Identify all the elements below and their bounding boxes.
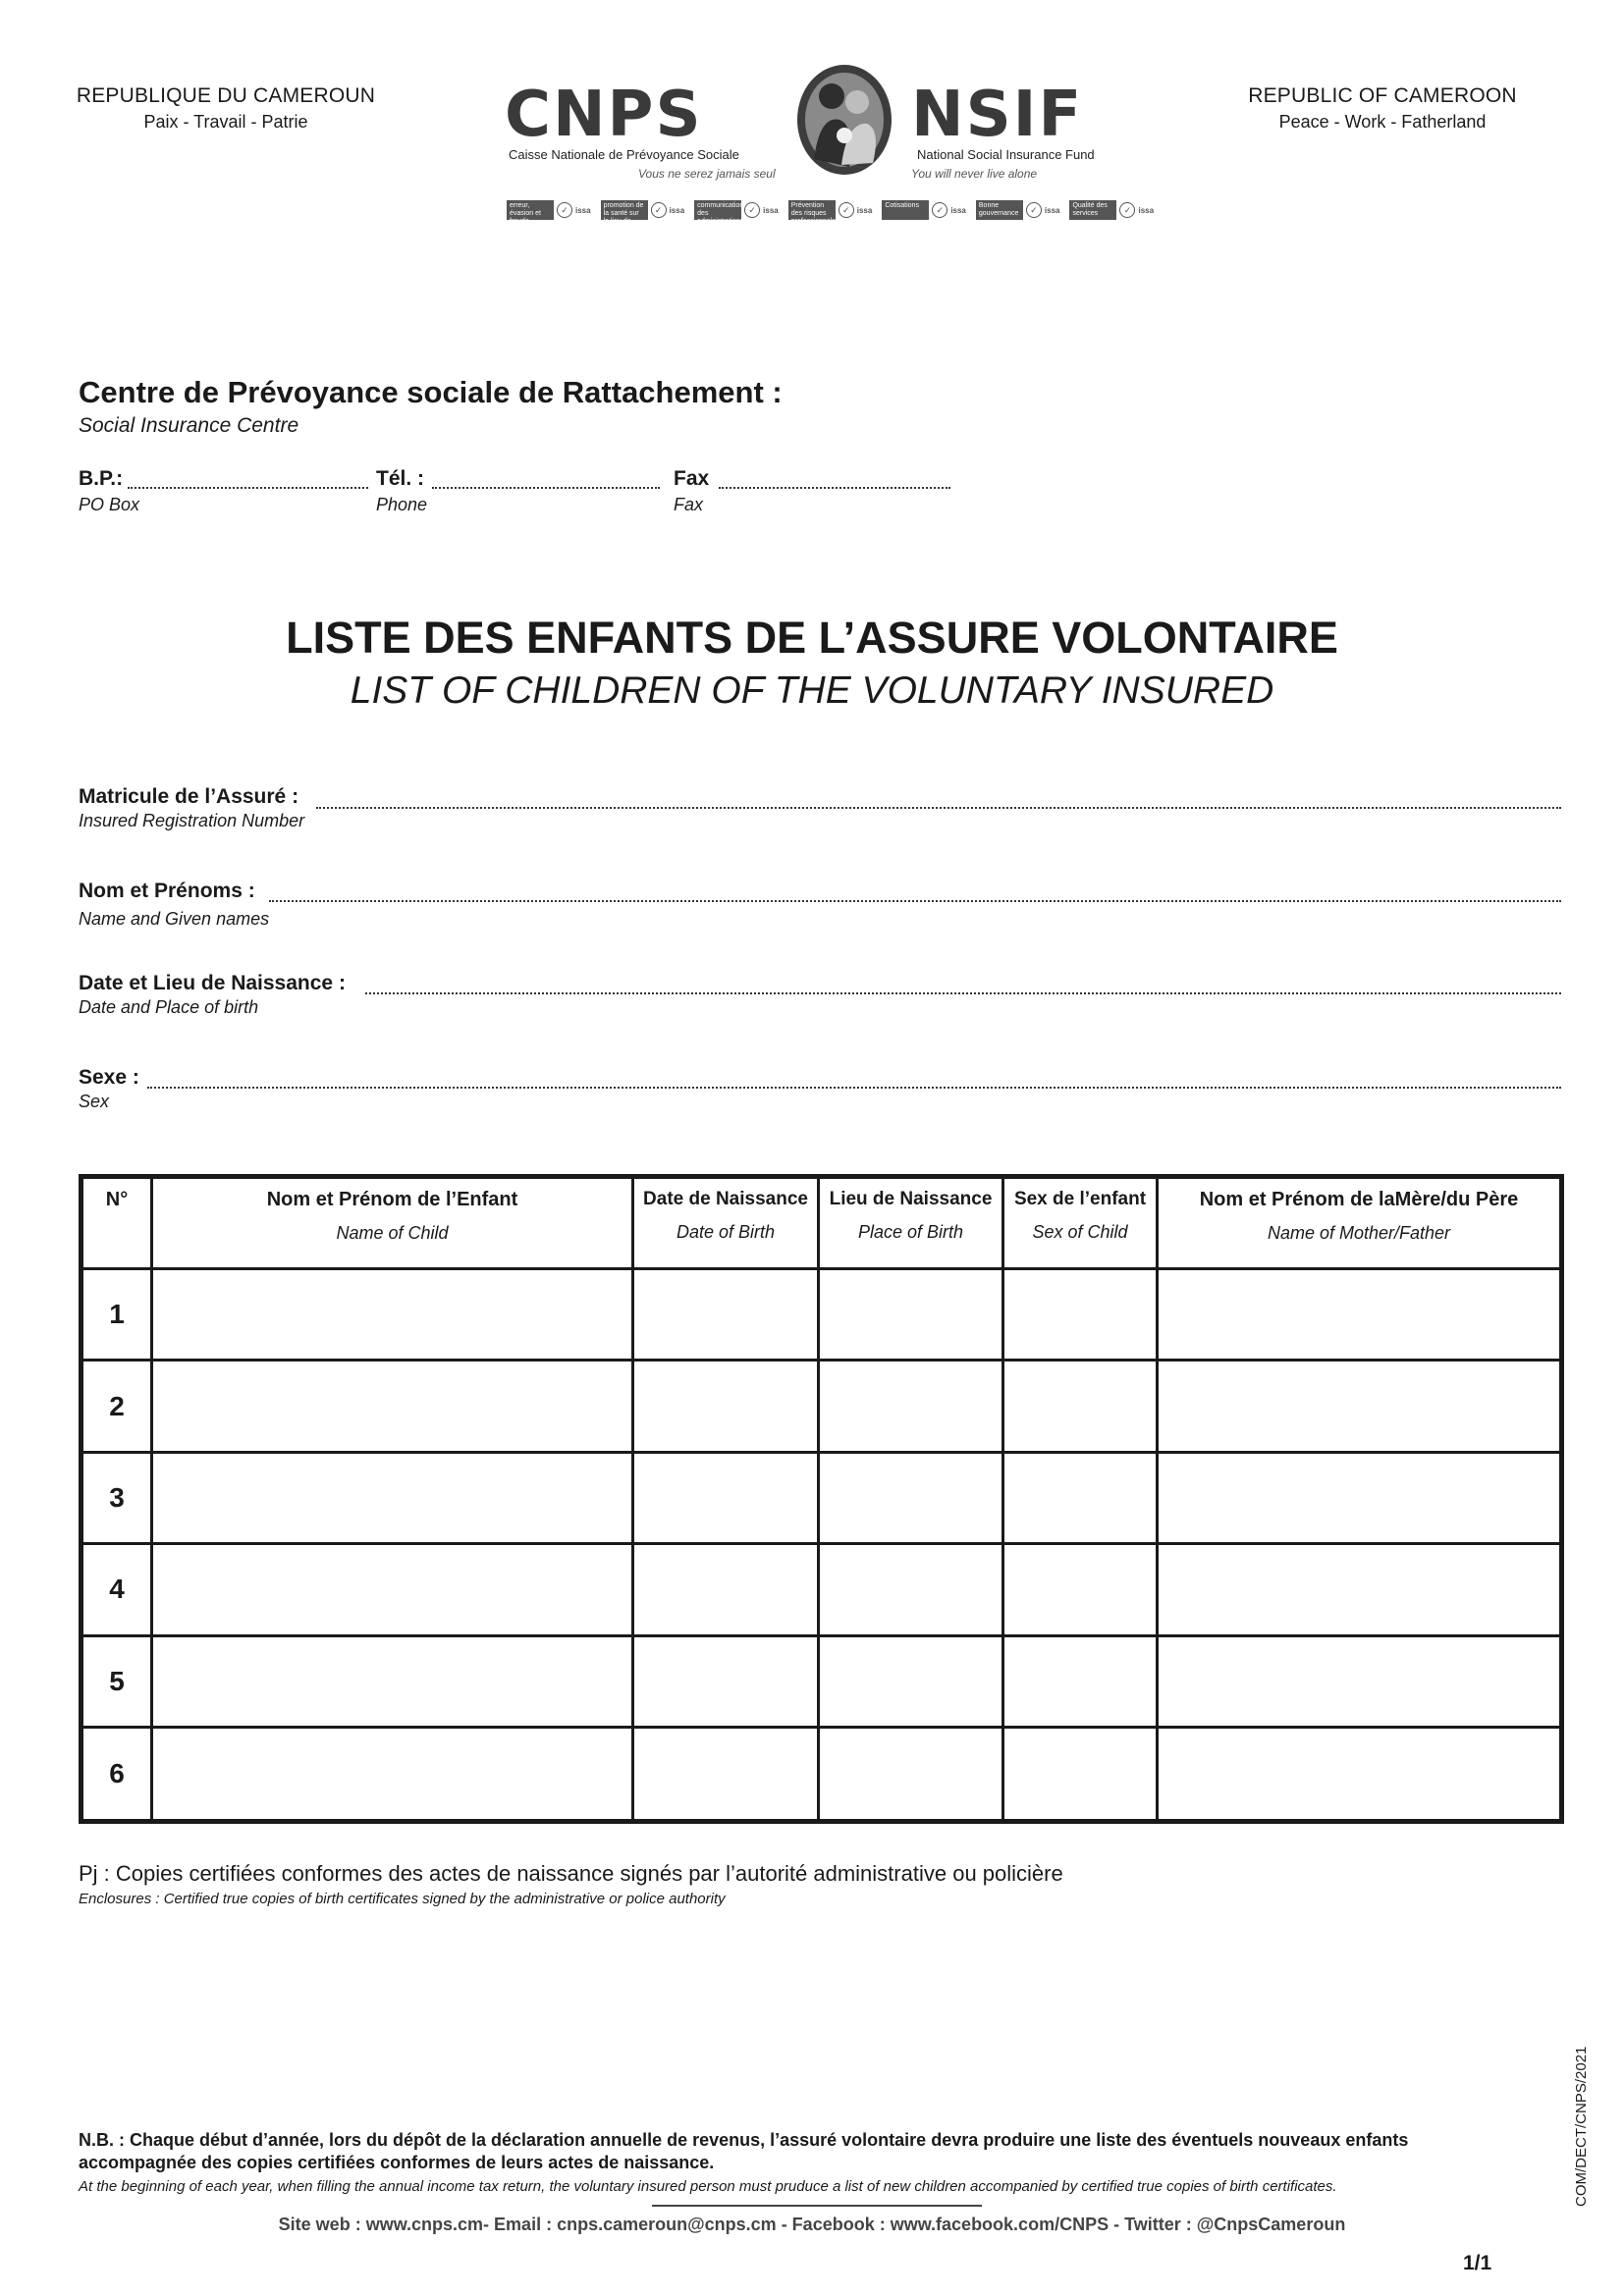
logo-sub-en: National Social Insurance Fund	[917, 147, 1095, 162]
logo-tag-fr: Vous ne serez jamais seul	[638, 167, 776, 181]
document-code: COM/DECT/CNPS/2021	[1573, 2046, 1590, 2207]
row-number: 2	[81, 1361, 152, 1452]
footer-contact-line: Site web : www.cnps.cm- Email : cnps.cameroun@cnps.cm - Facebook : www.facebook.com/CNPS - Twitter : @CnpsCameroun	[278, 2215, 1346, 2234]
birth-date-cell[interactable]	[633, 1544, 819, 1635]
birth-date-cell[interactable]	[633, 1269, 819, 1361]
nb-note-fr-line1: N.B. : Chaque début d’année, lors du dépôt de la déclaration annuelle de revenus, l’assuré volontaire devra produire une liste des éventuels nouveaux enfants	[79, 2130, 1409, 2150]
header-left	[59, 84, 393, 133]
table-header-row	[81, 1177, 1562, 1269]
page-number: 1/1	[1463, 2252, 1492, 2274]
motto-fr: Paix - Travail - Patrie	[143, 112, 308, 132]
row-number: 1	[81, 1269, 152, 1361]
table-row	[81, 1361, 1562, 1452]
child-sex-cell[interactable]	[1003, 1635, 1158, 1727]
phone-sublabel: Phone	[376, 495, 428, 514]
child-sex-cell[interactable]	[1003, 1452, 1158, 1543]
issa-badge: Qualité des services ✓ issa	[1069, 200, 1154, 220]
birth-date-cell[interactable]	[633, 1361, 819, 1452]
fax-sublabel: Fax	[674, 495, 704, 514]
enclosure-note-fr: Pj : Copies certifiées conformes des actes de naissance signés par l’autorité administrative ou policière	[79, 1861, 1063, 1886]
country-name-en: REPUBLIC OF CAMEROON	[1248, 84, 1517, 107]
table-row	[81, 1452, 1562, 1543]
check-icon: ✓	[1119, 202, 1135, 218]
child-sex-cell[interactable]	[1003, 1544, 1158, 1635]
phone-field[interactable]	[432, 487, 660, 489]
parent-name-cell[interactable]	[1158, 1635, 1562, 1727]
check-icon: ✓	[557, 202, 572, 218]
name-field[interactable]	[269, 900, 1561, 902]
issa-badge: Bonne gouvernance ✓ issa	[976, 200, 1060, 220]
table-row	[81, 1269, 1562, 1361]
child-sex-cell[interactable]	[1003, 1269, 1158, 1361]
row-number: 5	[81, 1635, 152, 1727]
enclosure-note-en: Enclosures : Certified true copies of birth certificates signed by the administrative or police authority	[79, 1891, 726, 1907]
centre-title: Centre de Prévoyance sociale de Rattachement :	[79, 375, 783, 409]
nb-note-fr-line2: accompagnée des copies certifiées conformes de leurs actes de naissance.	[79, 2153, 715, 2172]
child-name-cell[interactable]	[152, 1727, 633, 1821]
row-number: 3	[81, 1452, 152, 1543]
birth-date-cell[interactable]	[633, 1727, 819, 1821]
row-number: 6	[81, 1727, 152, 1821]
column-header-parent-name: Nom et Prénom de laMère/du Père Name of Mother/Father	[1158, 1177, 1562, 1269]
header-right	[1216, 84, 1549, 133]
birth-place-cell[interactable]	[819, 1544, 1003, 1635]
table-row	[81, 1544, 1562, 1635]
po-box-field[interactable]	[128, 487, 368, 489]
child-name-cell[interactable]	[152, 1452, 633, 1543]
po-box-label: B.P.:	[79, 467, 124, 490]
column-header-child-sex: Sex de l’enfant Sex of Child	[1003, 1177, 1158, 1269]
issa-badge: Cotisations ✓ issa	[882, 200, 966, 220]
check-icon: ✓	[932, 202, 947, 218]
page-title-fr: LISTE DES ENFANTS DE L’ASSURE VOLONTAIRE	[286, 613, 1338, 663]
child-name-cell[interactable]	[152, 1361, 633, 1452]
sex-label: Sexe :	[79, 1066, 139, 1089]
check-icon: ✓	[839, 202, 854, 218]
motto-en: Peace - Work - Fatherland	[1278, 112, 1487, 132]
birth-place-cell[interactable]	[819, 1361, 1003, 1452]
registration-number-field[interactable]	[316, 807, 1561, 809]
parent-name-cell[interactable]	[1158, 1727, 1562, 1821]
cnps-nsif-logo	[501, 61, 1139, 188]
name-label: Nom et Prénoms :	[79, 880, 255, 902]
registration-number-sublabel: Insured Registration Number	[79, 811, 305, 830]
issa-badge: Prévention des risques professionnels ✓ issa	[788, 200, 873, 220]
birth-place-cell[interactable]	[819, 1727, 1003, 1821]
row-number: 4	[81, 1544, 152, 1635]
table-row	[81, 1635, 1562, 1727]
name-sublabel: Name and Given names	[79, 909, 270, 929]
children-table	[79, 1174, 1564, 1824]
po-box-sublabel: PO Box	[79, 495, 140, 514]
phone-label: Tél. :	[376, 467, 425, 490]
parent-name-cell[interactable]	[1158, 1452, 1562, 1543]
footer-divider	[652, 2205, 982, 2207]
check-icon: ✓	[1026, 202, 1042, 218]
check-icon: ✓	[744, 202, 760, 218]
family-emblem-icon	[790, 61, 898, 179]
issa-certification-badges	[507, 200, 1155, 240]
child-name-cell[interactable]	[152, 1544, 633, 1635]
column-header-number: N°	[81, 1177, 152, 1269]
parent-name-cell[interactable]	[1158, 1361, 1562, 1452]
birth-date-place-field[interactable]	[365, 992, 1561, 994]
parent-name-cell[interactable]	[1158, 1544, 1562, 1635]
issa-badge: promotion de la santé sur le lieu de travail ✓ issa	[601, 200, 685, 220]
fax-label: Fax	[674, 467, 710, 490]
child-name-cell[interactable]	[152, 1635, 633, 1727]
issa-badge: communication des administrations de sécurité sociale ✓ issa	[694, 200, 779, 220]
logo-word-cnps: CNPS	[505, 79, 703, 151]
fax-field[interactable]	[719, 487, 950, 489]
logo-sub-fr: Caisse Nationale de Prévoyance Sociale	[509, 147, 739, 162]
child-name-cell[interactable]	[152, 1269, 633, 1361]
centre-subtitle: Social Insurance Centre	[79, 414, 299, 437]
page-title-en: LIST OF CHILDREN OF THE VOLUNTARY INSURED	[350, 669, 1274, 712]
birth-place-cell[interactable]	[819, 1269, 1003, 1361]
registration-number-label: Matricule de l’Assuré :	[79, 785, 299, 808]
logo-tag-en: You will never live alone	[911, 167, 1038, 181]
birth-date-place-label: Date et Lieu de Naissance :	[79, 972, 346, 994]
birth-date-place-sublabel: Date and Place of birth	[79, 997, 259, 1017]
birth-date-cell[interactable]	[633, 1452, 819, 1543]
column-header-child-name: Nom et Prénom de l’Enfant Name of Child	[152, 1177, 633, 1269]
logo-word-nsif: NSIF	[911, 79, 1084, 151]
birth-date-cell[interactable]	[633, 1635, 819, 1727]
column-header-birth-place: Lieu de Naissance Place of Birth	[819, 1177, 1003, 1269]
table-row	[81, 1727, 1562, 1821]
birth-place-cell[interactable]	[819, 1452, 1003, 1543]
parent-name-cell[interactable]	[1158, 1269, 1562, 1361]
sex-field[interactable]	[147, 1087, 1561, 1089]
child-sex-cell[interactable]	[1003, 1727, 1158, 1821]
birth-place-cell[interactable]	[819, 1635, 1003, 1727]
nb-note-en: At the beginning of each year, when filling the annual income tax return, the voluntary insured person must pruduce a list of new children accompanied by certified true copies of birth certificates.	[79, 2178, 1337, 2195]
country-name-fr: REPUBLIQUE DU CAMEROUN	[76, 84, 376, 107]
check-icon: ✓	[651, 202, 667, 218]
issa-badge: erreur, évasion et fraude ✓ issa	[507, 200, 591, 220]
child-sex-cell[interactable]	[1003, 1361, 1158, 1452]
sex-sublabel: Sex	[79, 1092, 110, 1111]
column-header-birth-date: Date de Naissance Date of Birth	[633, 1177, 819, 1269]
